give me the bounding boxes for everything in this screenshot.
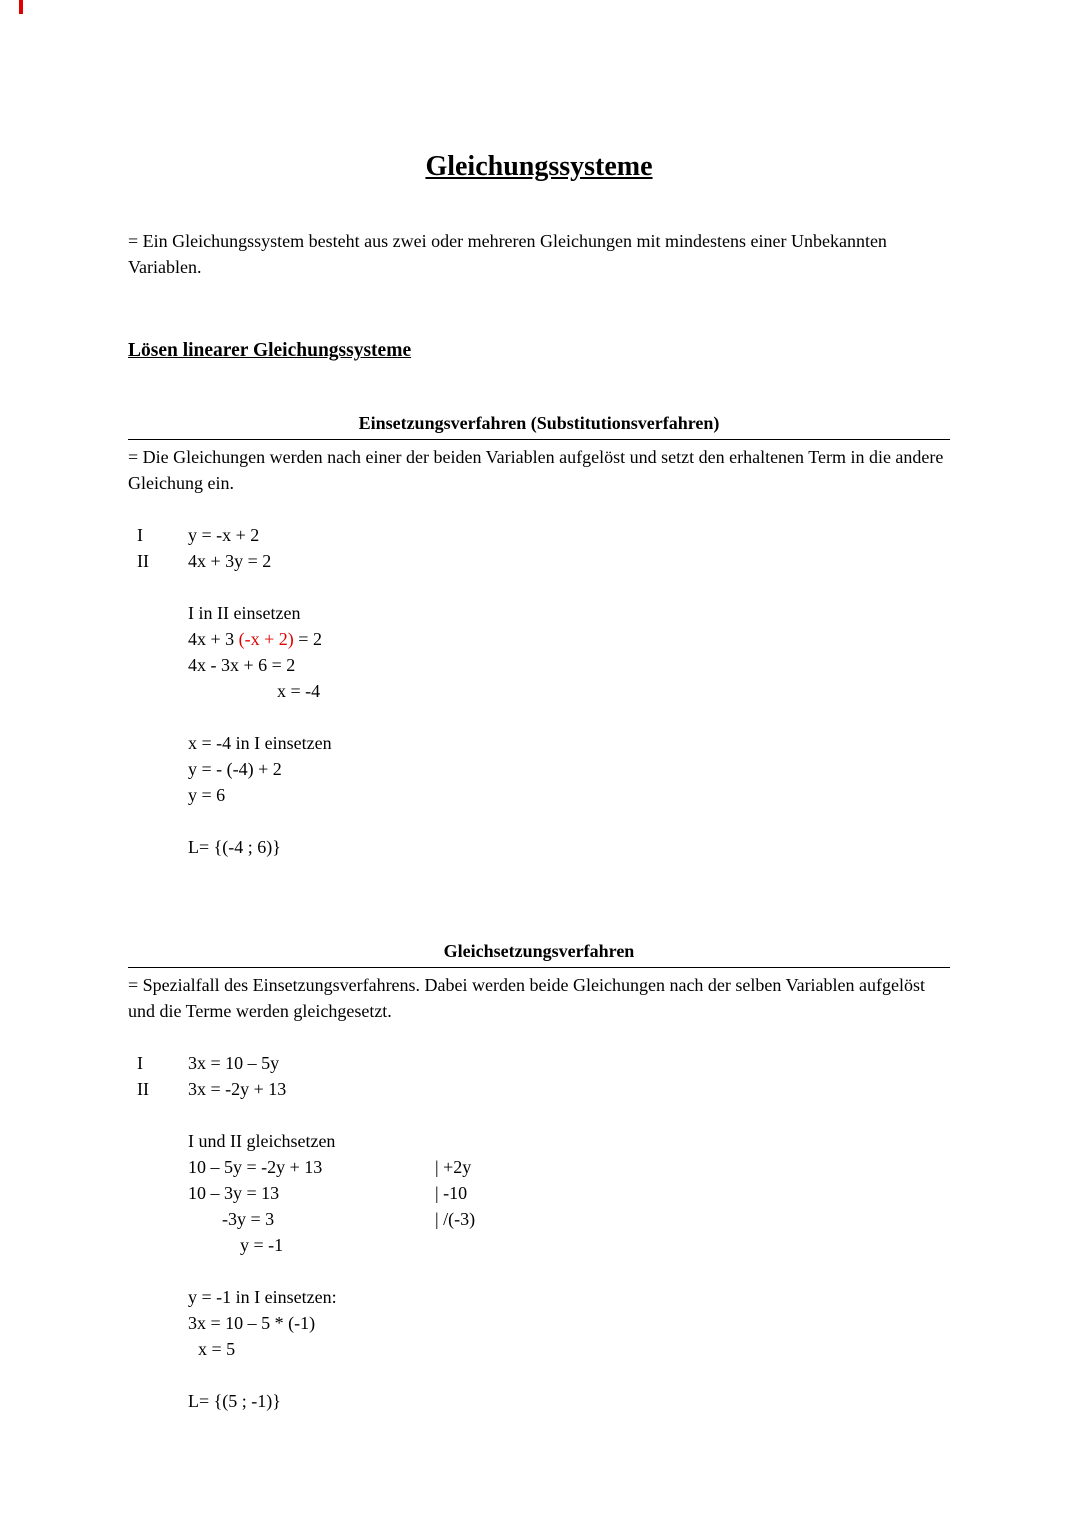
- equation-line: y = 6: [188, 785, 226, 805]
- equation-row: [128, 548, 950, 574]
- equation-row: [128, 522, 950, 548]
- method1-step-block-2: [188, 730, 950, 808]
- method2-step-block-2: [188, 1284, 950, 1362]
- step-title: I in II einsetzen: [188, 603, 301, 623]
- transform-equation: 10 – 3y = 13: [188, 1183, 280, 1203]
- method2-solution-block: [188, 1388, 950, 1414]
- method1-step-block-1: [188, 600, 950, 704]
- result-line: x = -4: [277, 681, 321, 701]
- transform-equation: 10 – 5y = -2y + 13: [188, 1157, 323, 1177]
- equation-line: 4x - 3x + 6 = 2: [188, 655, 296, 675]
- method1-description: = Die Gleichungen werden nach einer der beiden Variablen aufgelöst und setzt den erhaltenen Term in die andere Gleichung ein.: [128, 447, 944, 493]
- substitution-pre: 4x + 3: [188, 629, 239, 649]
- equation-text: 3x = -2y + 13: [188, 1079, 287, 1099]
- equation-line: y = - (-4) + 2: [188, 759, 282, 779]
- substitution-post: = 2: [293, 629, 322, 649]
- solution-set: L= {(-4 ; 6)}: [188, 837, 281, 857]
- equation-row: [128, 1050, 950, 1076]
- method1-title: Einsetzungsverfahren (Substitutionsverfahren): [358, 413, 720, 433]
- transform-row: [188, 1206, 950, 1232]
- transform-operation: | +2y: [435, 1157, 472, 1177]
- method-substitution: [128, 410, 950, 860]
- transform-equation: -3y = 3: [222, 1209, 275, 1229]
- result-line: x = 5: [198, 1339, 236, 1359]
- method-equalization: [128, 938, 950, 1414]
- transform-equation: y = -1: [240, 1235, 284, 1255]
- equation-label: II: [137, 551, 149, 571]
- equation-text: y = -x + 2: [188, 525, 260, 545]
- method1-solution-block: [188, 834, 950, 860]
- section-heading: Lösen linearer Gleichungssysteme: [128, 340, 412, 361]
- equation-line: 3x = 10 – 5 * (-1): [188, 1313, 316, 1333]
- step-title: x = -4 in I einsetzen: [188, 733, 332, 753]
- method2-step-block-1: [188, 1128, 950, 1258]
- transform-row: [188, 1154, 950, 1180]
- method2-description: = Spezialfall des Einsetzungsverfahrens. Dabei werden beide Gleichungen nach der selben Variablen aufgelöst und die Terme werden gleichgesetzt.: [128, 975, 926, 1021]
- equation-row: [128, 1076, 950, 1102]
- equation-label: I: [137, 1053, 143, 1073]
- transform-row: [188, 1232, 950, 1258]
- transform-operation: | /(-3): [435, 1209, 476, 1229]
- step-title: I und II gleichsetzen: [188, 1131, 336, 1151]
- substitution-line: [188, 626, 950, 652]
- equation-text: 3x = 10 – 5y: [188, 1053, 280, 1073]
- method2-title: Gleichsetzungsverfahren: [443, 941, 635, 961]
- equation-text: 4x + 3y = 2: [188, 551, 272, 571]
- solution-set: L= {(5 ; -1)}: [188, 1391, 281, 1411]
- step-title: y = -1 in I einsetzen:: [188, 1287, 337, 1307]
- method1-heading-rule: [128, 410, 950, 440]
- substitution-highlight: (-x + 2): [238, 629, 294, 649]
- equation-label: II: [137, 1079, 149, 1099]
- equation-label: I: [137, 525, 143, 545]
- method2-heading-rule: [128, 938, 950, 968]
- red-margin-mark: [19, 0, 23, 14]
- transform-operation: | -10: [435, 1183, 468, 1203]
- transform-row: [188, 1180, 950, 1206]
- page-title: Gleichungssysteme: [425, 151, 653, 182]
- intro-paragraph: = Ein Gleichungssystem besteht aus zwei oder mehreren Gleichungen mit mindestens einer Unbekannten Variablen.: [128, 231, 887, 277]
